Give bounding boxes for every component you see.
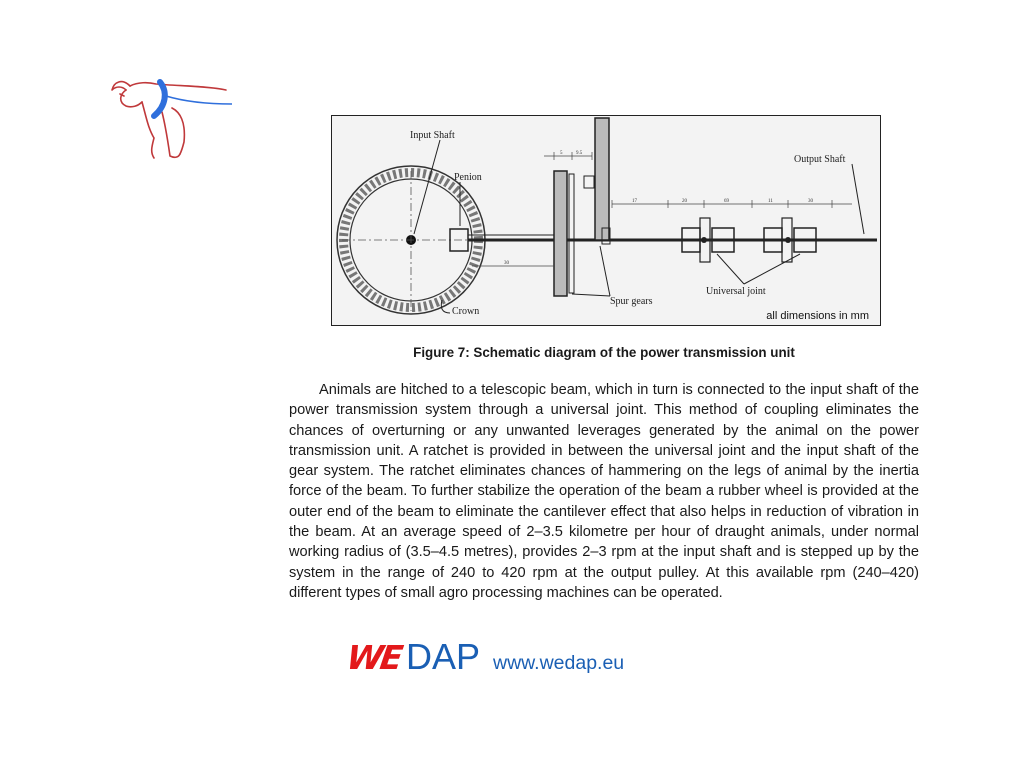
label-output-shaft: Output Shaft — [794, 154, 846, 165]
brand-footer — [344, 636, 625, 680]
brand-we-logo: WE — [344, 638, 403, 677]
svg-text:17: 17 — [632, 199, 637, 204]
website-link[interactable]: www.wedap.eu — [492, 652, 625, 674]
dimension-lines — [472, 152, 852, 266]
svg-text:20: 20 — [682, 199, 687, 204]
label-universal-joint: Universal joint — [706, 286, 766, 297]
svg-text:9.5: 9.5 — [576, 151, 583, 156]
spur-gear-large — [554, 171, 567, 296]
label-spur-gears: Spur gears — [610, 296, 653, 307]
figure-caption: Figure 7: Schematic diagram of the power transmission unit — [413, 345, 795, 360]
figure-schematic — [331, 115, 881, 326]
svg-text:11: 11 — [768, 199, 773, 204]
label-penion: Penion — [454, 172, 482, 183]
brand-dap-logo: DAP — [405, 636, 480, 677]
spur-gear-upper — [595, 118, 609, 240]
label-input-shaft: Input Shaft — [410, 130, 455, 141]
dimension-note: all dimensions in mm — [766, 310, 869, 322]
label-crown: Crown — [452, 306, 480, 317]
svg-text:30: 30 — [504, 261, 509, 266]
ox-outline — [112, 82, 226, 158]
ox-logo — [108, 72, 236, 164]
harness-icon — [154, 82, 165, 116]
svg-text:5: 5 — [560, 151, 563, 156]
svg-text:30: 30 — [808, 199, 813, 204]
crown-wheel — [337, 166, 485, 314]
schematic-drawing — [332, 116, 880, 325]
body-paragraph: Animals are hitched to a telescopic beam, which in turn is connected to the input shaft of the power transmission system through a universal joint. This method of coupling eliminates the chances of overturning or any unwanted leverages generated by the animal on the power transmission unit. A ratchet is provided in between the universal joint and the input shaft of the gear system. The ratchet eliminates chances of hammering on the legs of animal by the inertia force of the beam. To further stabilize the operation of the beam a rubber wheel is provided at the outer end of the beam to eliminate the cantilever effect that also helps in reduction of vibration in the beam. At an average speed of 2–3.5 kilometre per hour of draught animals, under normal working radius of (3.5–4.5 metres), provides 2–3 rpm at the input shaft and is stepped up by the system in the range of 240 to 420 rpm at the output pulley. At this available rpm (240–420) different types of small agro processing machines can be operated. — [289, 382, 919, 601]
trace-line — [166, 96, 232, 104]
svg-text:69: 69 — [724, 199, 729, 204]
